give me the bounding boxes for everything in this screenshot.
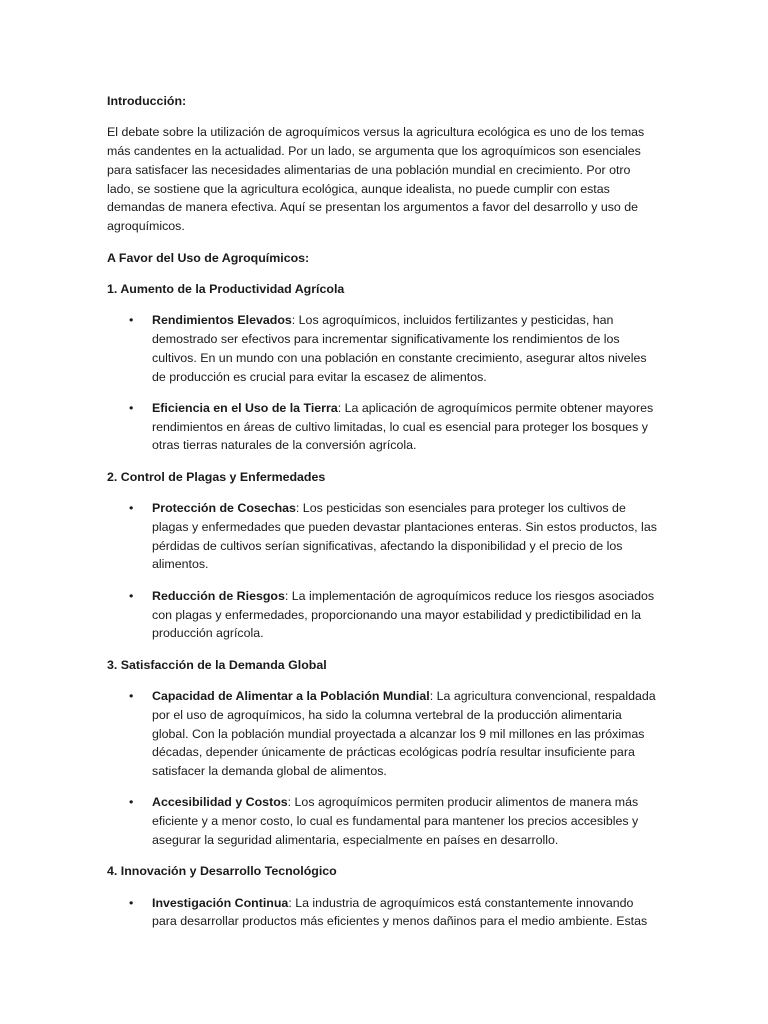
list-item bbox=[107, 894, 657, 932]
section-title: 4. Innovación y Desarrollo Tecnológico bbox=[107, 864, 337, 879]
document-page bbox=[107, 92, 657, 944]
bullet-list bbox=[107, 311, 657, 455]
bullet-list bbox=[107, 894, 657, 932]
item-text: : Los pesticidas son esenciales para proteger los cultivos de plagas y enfermedades que pueden devastar plantaciones enteras. Sin estos productos, las pérdidas de cultivos serían significativas, afectando la disponibilidad y el precio de los alimentos. bbox=[152, 501, 657, 572]
item-text: : Los agroquímicos permiten producir alimentos de manera más eficiente y a menor costo, lo cual es fundamental para mantener los precios accesibles y asegurar la seguridad alimentaria, especialmente en países en desarrollo. bbox=[152, 795, 639, 847]
bullet-icon: • bbox=[129, 795, 134, 810]
list-item bbox=[107, 793, 657, 849]
item-text: : La aplicación de agroquímicos permite obtener mayores rendimientos en áreas de cultivo limitadas, lo cual es esencial para proteger los bosques y otras tierras naturales de la conversión agrícola. bbox=[152, 400, 654, 453]
item-text: : Los agroquímicos, incluidos fertilizantes y pesticidas, han demostrado ser efectivos para incrementar significativamente los rendimientos de los cultivos. En un mundo con una población en constante crecimiento, asegurar altos niveles de producción es crucial para evitar la escasez de alimentos. bbox=[152, 313, 647, 384]
favor-heading: A Favor del Uso de Agroquímicos: bbox=[107, 250, 310, 265]
list-item bbox=[107, 499, 657, 574]
section-title: 1. Aumento de la Productividad Agrícola bbox=[107, 281, 345, 296]
list-item bbox=[107, 587, 657, 643]
list-item bbox=[107, 399, 657, 455]
bullet-list bbox=[107, 687, 657, 850]
item-text: : La agricultura convencional, respaldada por el uso de agroquímicos, ha sido la columna vertebral de la producción alimentaria global. Con la población mundial proyectada a alcanzar los 9 mil millones en las próximas décadas, depender únicamente de prácticas ecológicas podría resultar insuficiente para satisfacer la demanda global de alimentos. bbox=[152, 688, 656, 779]
bullet-icon: • bbox=[129, 588, 134, 603]
item-lead: Accesibilidad y Costos bbox=[152, 795, 288, 810]
item-lead: Reducción de Riesgos bbox=[152, 588, 285, 603]
list-item bbox=[107, 687, 657, 781]
item-lead: Capacidad de Alimentar a la Población Mundial bbox=[152, 688, 430, 703]
bullet-icon: • bbox=[129, 501, 134, 516]
bullet-icon: • bbox=[129, 400, 134, 415]
item-lead: Investigación Continua bbox=[152, 895, 289, 910]
item-lead: Eficiencia en el Uso de la Tierra bbox=[152, 400, 338, 415]
section-title: 2. Control de Plagas y Enfermedades bbox=[107, 469, 326, 484]
bullet-list bbox=[107, 499, 657, 643]
list-item bbox=[107, 311, 657, 386]
intro-paragraph: El debate sobre la utilización de agroquímicos versus la agricultura ecológica es uno de los temas más candentes en la actualidad. Por un lado, se argumenta que los agroquímicos son esenciales para satisfacer las necesidades alimentarias de una población mundial en crecimiento. Por otro lado, se sostiene que la agricultura ecológica, aunque idealista, no puede cumplir con estas demandas de manera efectiva. Aquí se presentan los argumentos a favor del desarrollo y uso de agroquímicos. bbox=[107, 125, 645, 234]
bullet-icon: • bbox=[129, 895, 134, 910]
section-title: 3. Satisfacción de la Demanda Global bbox=[107, 657, 327, 672]
bullet-icon: • bbox=[129, 313, 134, 328]
item-text: : La industria de agroquímicos está constantemente innovando para desarrollar productos más eficientes y menos dañinos para el medio ambiente. Estas bbox=[152, 895, 648, 929]
intro-heading: Introducción: bbox=[107, 94, 187, 108]
item-text: : La implementación de agroquímicos reduce los riesgos asociados con plagas y enfermedades, proporcionando una mayor estabilidad y predictibilidad en la producción agrícola. bbox=[152, 588, 655, 641]
item-lead: Rendimientos Elevados bbox=[152, 313, 292, 328]
item-lead: Protección de Cosechas bbox=[152, 501, 296, 516]
bullet-icon: • bbox=[129, 688, 134, 703]
